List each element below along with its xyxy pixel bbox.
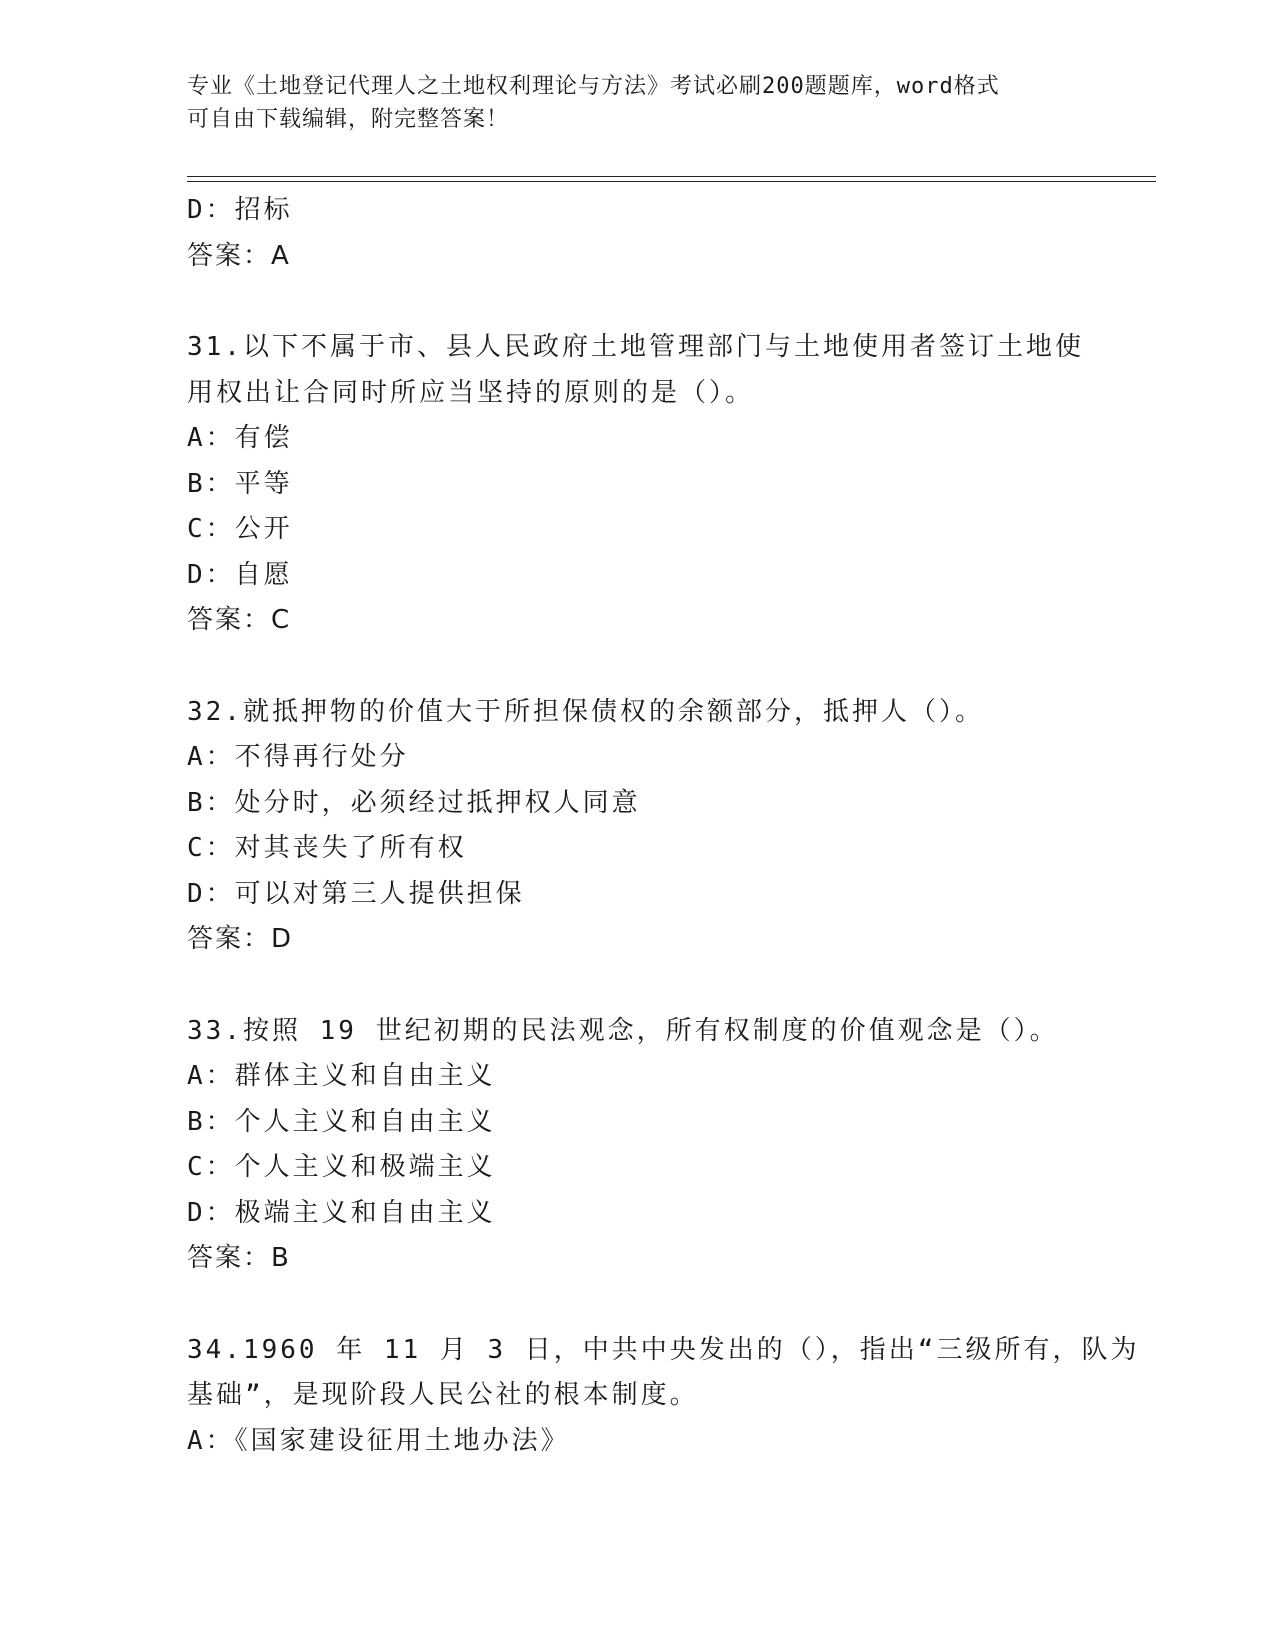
answer-line: 答案：B	[187, 1243, 291, 1273]
previous-question-tail	[187, 188, 1087, 279]
header-divider-bottom	[187, 181, 1156, 182]
question-stem: 33.按照 19 世纪初期的民法观念，所有权制度的价值观念是（）。	[187, 1015, 1059, 1046]
option-b: B：平等	[187, 468, 293, 499]
document-header	[187, 70, 1067, 136]
option-a: A：有偿	[187, 423, 293, 453]
option-b: B：个人主义和自由主义	[187, 1106, 496, 1137]
option-c: C：个人主义和极端主义	[187, 1152, 496, 1182]
answer-line: 答案：A	[187, 240, 291, 271]
question-stem: 32.就抵押物的价值大于所担保债权的余额部分，抵押人（）。	[187, 696, 984, 727]
option-a: A：《国家建设征用土地办法》	[187, 1425, 570, 1456]
answer-line: 答案：D	[187, 924, 294, 954]
option-a: A：不得再行处分	[187, 742, 409, 772]
question-32	[187, 690, 1087, 963]
question-stem-continued: 用权出让合同时所应当坚持的原则的是（）。	[187, 377, 755, 408]
answer-line: 答案：C	[187, 605, 292, 635]
header-divider-top	[187, 176, 1156, 177]
option-d: D：自愿	[187, 559, 293, 590]
header-line-1: 专业《土地登记代理人之土地权利理论与方法》考试必刷200题题库，word格式	[187, 74, 1000, 99]
option-b: B：处分时，必须经过抵押权人同意	[187, 787, 641, 818]
option-d: D：招标	[187, 195, 293, 225]
question-stem-continued: 基础”，是现阶段人民公社的根本制度。	[187, 1380, 699, 1410]
question-34	[187, 1328, 1140, 1465]
question-stem: 34.1960 年 11 月 3 日，中共中央发出的（），指出“三级所有，队为	[187, 1334, 1140, 1365]
question-31	[187, 325, 1087, 644]
option-d: D：极端主义和自由主义	[187, 1197, 496, 1228]
option-a: A：群体主义和自由主义	[187, 1061, 496, 1091]
question-33	[187, 1009, 1087, 1282]
question-stem: 31.以下不属于市、县人民政府土地管理部门与土地使用者签订土地使	[187, 332, 1084, 362]
option-d: D：可以对第三人提供担保	[187, 878, 525, 909]
option-c: C：公开	[187, 514, 293, 544]
question-list	[187, 188, 1140, 1464]
option-c: C：对其丧失了所有权	[187, 833, 467, 863]
header-line-2: 可自由下载编辑，附完整答案！	[187, 107, 510, 132]
